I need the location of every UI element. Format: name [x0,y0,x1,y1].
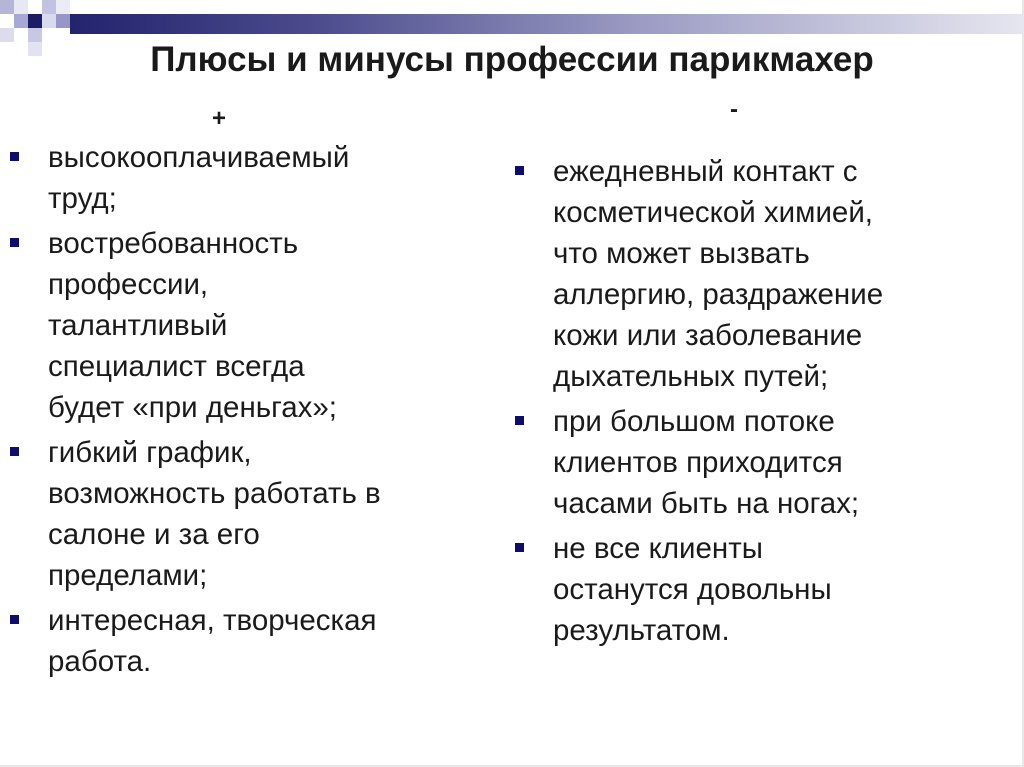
list-item [515,151,1005,397]
decor-square [0,0,14,14]
decor-square [56,14,70,28]
decor-square [42,0,56,14]
list-item [10,137,480,219]
decor-square [28,0,42,14]
square-bullet-icon [10,152,19,161]
list-item [515,528,1005,651]
plus-list [10,137,480,686]
decor-square [56,0,70,14]
square-bullet-icon [10,238,19,247]
header-gradient-bar [70,14,1024,34]
square-bullet-icon [515,543,524,552]
square-bullet-icon [515,166,524,175]
square-bullet-icon [10,615,19,624]
list-item-text: не все клиенты останутся довольны результатом. [553,532,832,647]
list-item-text: востребованность профессии, талантливый специалист всегда будет «при деньгах»; [48,227,337,424]
minus-column-header: - [730,96,738,123]
list-item-text: ежедневный контакт с косметической химией, что может вызвать аллергию, раздражение кожи или заболевание дыхательных путей; [553,155,884,393]
square-bullet-icon [515,416,524,425]
decor-square [14,0,28,14]
decor-square [0,14,14,28]
decor-square [42,14,56,28]
minus-list [515,151,1005,655]
decor-square [14,14,28,28]
list-item [10,432,480,596]
decor-square [28,14,42,28]
square-bullet-icon [10,447,19,456]
list-item-text: интересная, творческая работа. [48,604,377,678]
list-item [10,223,480,428]
plus-column-header: + [212,105,227,132]
list-item [515,401,1005,524]
list-item [10,600,480,682]
list-item-text: гибкий график, возможность работать в салоне и за его пределами; [48,436,381,592]
list-item-text: при большом потоке клиентов приходится часами быть на ногах; [553,405,860,520]
slide-title: Плюсы и минусы профессии парикмахер [150,40,874,79]
list-item-text: высокооплачиваемый труд; [48,141,350,215]
